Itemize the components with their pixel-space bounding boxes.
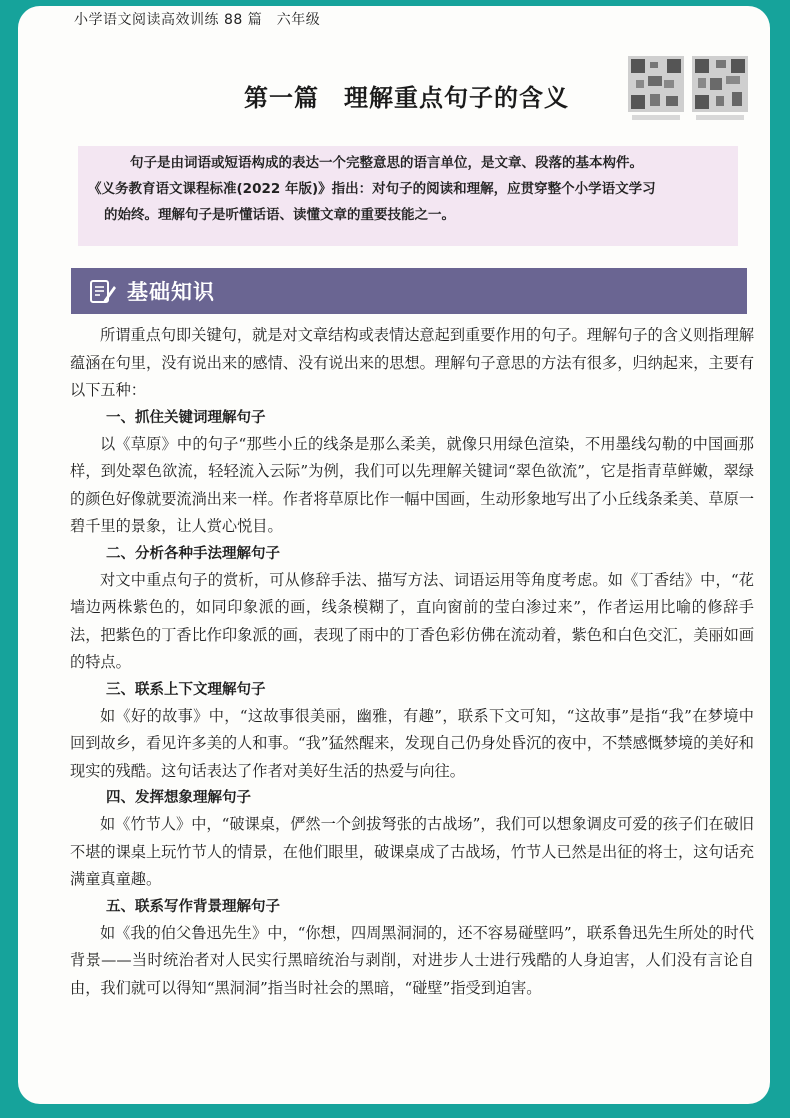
book-page: [18, 6, 770, 1104]
paragraph: 如《竹节人》中，“破课桌，俨然一个剑拔弩张的古战场”，我们可以想象调皮可爱的孩子们在破旧不堪的课桌上玩竹节人的情景，在他们眼里，破课桌成了古战场，竹节人已然是出征的将士，这句话充满童真童趣。: [70, 815, 754, 888]
qr-code-icon: [692, 56, 748, 122]
notebook-pencil-icon: [87, 276, 117, 306]
paragraph: 如《我的伯父鲁迅先生》中，“你想，四周黑洞洞的，还不容易碰壁吗”，联系鲁迅先生所处的时代背景——当时统治者对人民实行黑暗统治与剥削，对进步人士进行残酷的人身迫害，人们没有言论自由，我们就可以得知“黑洞洞”指当时社会的黑暗，“碰壁”指受到迫害。: [70, 923, 754, 997]
page-title: 第一篇 理解重点句子的含义: [244, 83, 569, 112]
intro-line: 句子是由词语或短语构成的表达一个完整意思的语言单位，是文章、段落的基本构件。: [130, 155, 643, 171]
section-header: [71, 268, 747, 314]
subheading: 五、联系写作背景理解句子: [106, 898, 280, 915]
paragraph: 如《好的故事》中，“这故事很美丽，幽雅，有趣”，联系下文可知，“这故事”是指“我”在梦境中回到故乡，看见许多美的人和事。“我”猛然醒来，发现自己仍身处昏沉的夜中，不禁感慨梦境的美好和现实的残酷。这句话表达了作者对美好生活的热爱与向往。: [70, 706, 754, 780]
paragraph: 对文中重点句子的赏析，可从修辞手法、描写方法、词语运用等角度考虑。如《丁香结》中，“花墙边两株紫色的，如同印象派的画，线条模糊了，直向窗前的莹白渗过来”，作者运用比喻的修辞手法，把紫色的丁香比作印象派的画，表现了雨中的丁香色彩仿佛在流动着，紫色和白色交汇，美丽如画的特点。: [70, 570, 754, 671]
subheading: 四、发挥想象理解句子: [106, 790, 251, 806]
subheading: 三、联系上下文理解句子: [106, 681, 266, 698]
article-body: [70, 322, 754, 1002]
paragraph: 所谓重点句即关键句，就是对文章结构或表情达意起到重要作用的句子。理解句子的含义则指理解蕴涵在句里，没有说出来的感情、没有说出来的思想。理解句子意思的方法有很多，归纳起来，主要有以下五种：: [70, 326, 754, 399]
section-title: 基础知识: [127, 280, 215, 304]
intro-line: 《义务教育语文课程标准(2022 年版)》指出：对句子的阅读和理解，应贯穿整个小学语文学习: [88, 181, 656, 197]
subheading: 二、分析各种手法理解句子: [106, 545, 280, 562]
running-head: 小学语文阅读高效训练 88 篇 六年级: [74, 12, 321, 28]
intro-line: 的始终。理解句子是听懂话语、读懂文章的重要技能之一。: [104, 207, 455, 223]
paragraph: 以《草原》中的句子“那些小丘的线条是那么柔美，就像只用绿色渲染，不用墨线勾勒的中国画那样，到处翠色欲流，轻轻流入云际”为例，我们可以先理解关键词“翠色欲流”，它是指青草鲜嫩，翠绿的颜色好像就要流淌出来一样。作者将草原比作一幅中国画，生动形象地写出了小丘线条柔美、草原一碧千里的景象，让人赏心悦目。: [70, 434, 754, 535]
subheading: 一、抓住关键词理解句子: [106, 409, 266, 426]
intro-box: [78, 146, 738, 246]
qr-code-icon: [628, 56, 684, 122]
